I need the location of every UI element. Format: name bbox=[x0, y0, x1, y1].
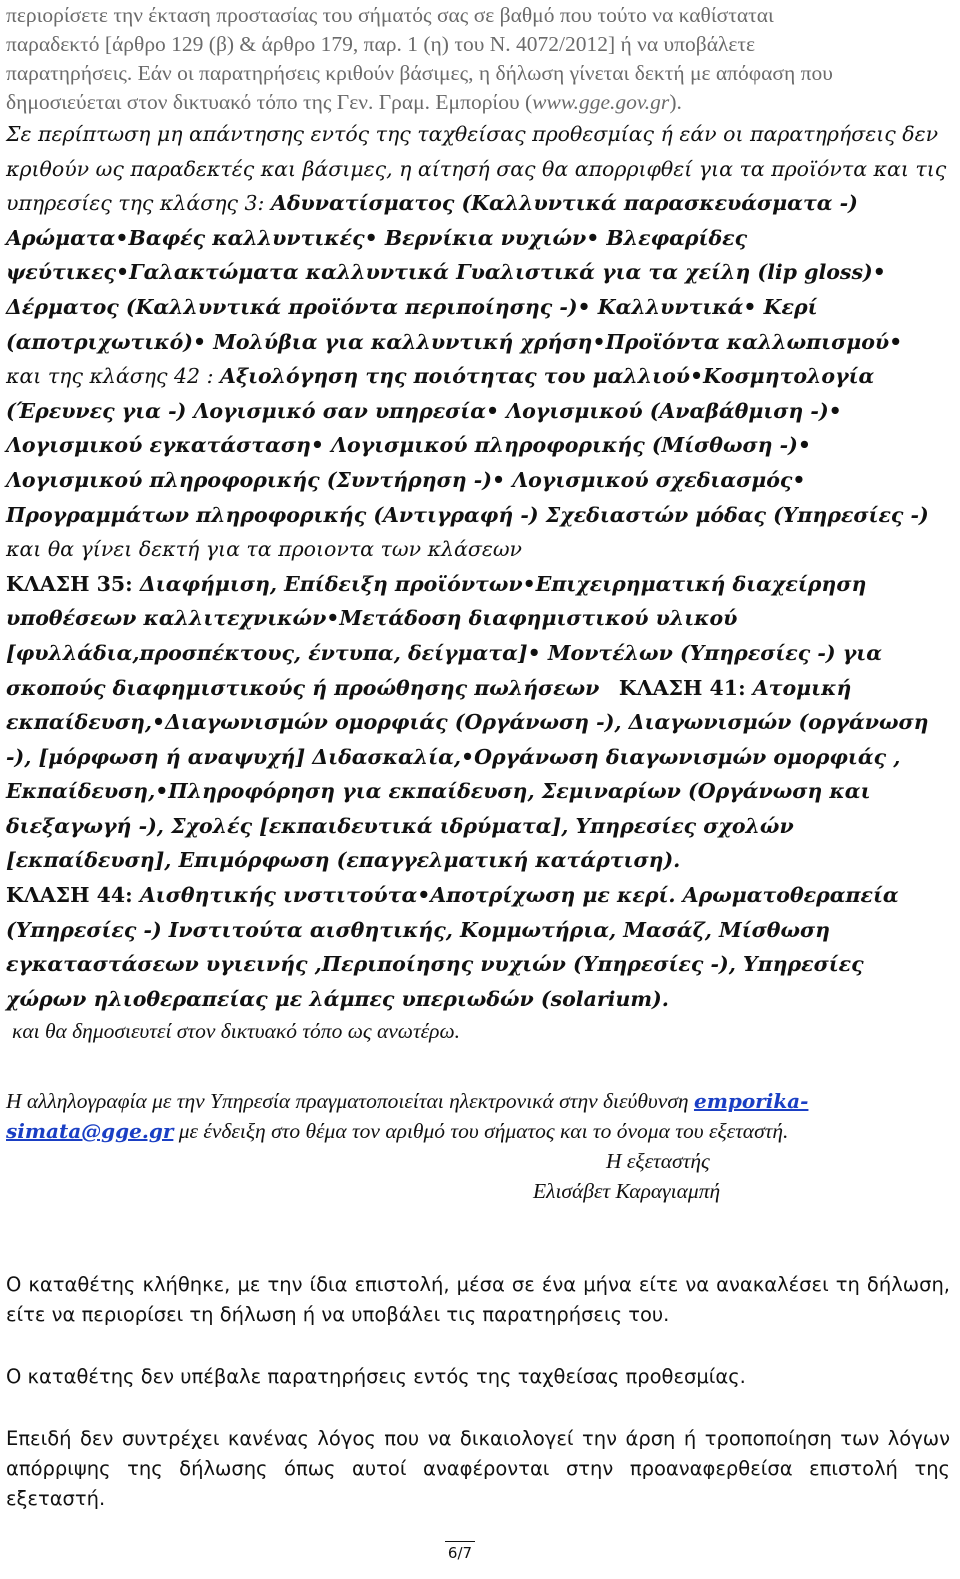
class-35-label: ΚΛΑΣΗ 35: bbox=[6, 571, 140, 596]
class-42-lead: και της κλάσης 42 : bbox=[6, 364, 221, 389]
signature-block bbox=[6, 1146, 950, 1206]
intro-paragraph bbox=[6, 0, 950, 117]
closing-line: και θα δημοσιευτεί στον δικτυακό τόπο ως ανωτέρω. bbox=[12, 1019, 461, 1044]
correspondence-text-end: με ένδειξη στο θέμα τον αριθμό του σήματος και το όνομα του εξεταστή. bbox=[173, 1119, 789, 1144]
examiner-name: Ελισάβετ Καραγιαμπή bbox=[533, 1179, 721, 1204]
intro-line-1: περιορίσετε την έκταση προστασίας του σήματός σας σε βαθμό που τούτο να καθίσταται bbox=[6, 3, 774, 27]
class-42-items: Αξιολόγηση της ποιότητας του μαλλιού•Κοσμητολογία (Έρευνες για -) Λογισμικό σαν υπηρεσία• Λογισμικού (Αναβάθμιση -)• Λογισμικού εγκατάσταση• Λογισμικού πληροφορικής (Μίσθωση -)• Λογισμικού πληροφορικής (Συντήρηση -)• Λογισμικού σχεδιασμός• Προγραμμάτων πληροφορικής (Αντιγραφή -) Σχεδιαστών μόδας (Υπηρεσίες -) bbox=[6, 364, 929, 527]
class-44-items: Αισθητικής ινστιτούτα•Αποτρίχωση με κερί. Αρωματοθεραπεία (Υπηρεσίες -) Ινστιτούτα αισθητικής, Κομμωτήρια, Μασάζ, Μίσθωση εγκαταστάσεων υγιεινής ,Περιποίησης νυχιών (Υπηρεσίες -), Υπηρεσίες χώρων ηλιοθεραπείας με λάμπες υπεριωδών (solarium). bbox=[6, 883, 899, 1011]
page-number: 6/7 bbox=[447, 1544, 473, 1562]
registry-url: www.gge.gov.gr bbox=[532, 90, 670, 114]
class-35-items: Διαφήμιση, Επίδειξη προϊόντων•Επιχειρηματική διαχείρηση υποθέσεων καλλιτεχνικών•Μετάδοση διαφημιστικού υλικού [φυλλάδια,προσπέκτους, έντυπα, δείγματα]• Μοντέλων (Υπηρεσίες -) για σκοπούς διαφημιστικούς ή προώθησης πωλήσεων bbox=[6, 571, 882, 700]
intro-line-4: δημοσιεύεται στον δικτυακό τόπο της Γεν. Γραμ. Εμπορίου ( bbox=[6, 90, 533, 114]
accepted-lead: και θα γίνει δεκτή για τα προιοντα των κλάσεων bbox=[6, 537, 523, 562]
intro-line-2: παραδεκτό [άρθρο 129 (β) & άρθρο 179, παρ. 1 (η) του Ν. 4072/2012] ή να υποβάλετε bbox=[6, 32, 756, 56]
class-41-label: ΚΛΑΣΗ 41: bbox=[618, 675, 753, 700]
document-page bbox=[6, 0, 950, 1514]
intro-line-4-end: ). bbox=[669, 90, 682, 114]
body-paragraph-1: Ο καταθέτης κλήθηκε, με την ίδια επιστολή, μέσα σε ένα μήνα είτε να ανακαλέσει τη δήλωση, είτε να περιορίσει τη δήλωση ή να υποβάλει τις παρατηρήσεις του. bbox=[6, 1273, 950, 1327]
body-paragraph-2: Ο καταθέτης δεν υπέβαλε παρατηρήσεις εντός της ταχθείσας προθεσμίας. bbox=[6, 1365, 746, 1389]
rejection-paragraph bbox=[6, 117, 950, 1016]
correspondence-paragraph bbox=[6, 1086, 950, 1146]
email-link[interactable]: emporika-simata@gge.gr bbox=[6, 1089, 809, 1144]
footer-divider bbox=[445, 1541, 475, 1542]
intro-line-3: παρατηρήσεις. Εάν οι παρατηρήσεις κριθούν βάσιμες, η δήλωση γίνεται δεκτή με απόφαση που bbox=[6, 61, 833, 85]
correspondence-text: Η αλληλογραφία με την Υπηρεσία πραγματοποιείται ηλεκτρονικά στην διεύθυνση bbox=[6, 1089, 694, 1114]
class-41-items: Ατομική εκπαίδευση,•Διαγωνισμών ομορφιάς (Οργάνωση -), Διαγωνισμών (οργάνωση -), [μόρφωση ή αναψυχή] Διδασκαλία,•Οργάνωση διαγωνισμών ομορφιάς , Εκπαίδευση,•Πληροφόρηση για εκπαίδευση, Σεμιναρίων (Οργάνωση και διεξαγωγή -), Σχολές [εκπαιδευτικά ιδρύματα], Υπηρεσίες σχολών [εκπαίδευση], Επιμόρφωση (επαγγελματική κατάρτιση). bbox=[6, 675, 929, 873]
body-paragraph-3: Επειδή δεν συντρέχει κανένας λόγος που να δικαιολογεί την άρση ή τροποποίηση των λόγων απόρριψης της δήλωσης όπως αυτοί αναφέρονται στην προαναφερθείσα επιστολή της εξεταστή. bbox=[6, 1427, 950, 1511]
class-3-items: Αδυνατίσματος (Καλλυντικά παρασκευάσματα -) Αρώματα•Βαφές καλλυντικές• Βερνίκια νυχιών• Βλεφαρίδες ψεύτικες•Γαλακτώματα καλλυντικά Γυαλιστικά για τα χείλη (lip gloss)• Δέρματος (Καλλυντικά προϊόντα περιποίησης -)• Καλλυντικά• Κερί (αποτριχωτικό)• Μολύβια για καλλυντική χρήση•Προϊόντα καλλωπισμού• bbox=[6, 191, 903, 354]
examiner-role: Η εξεταστής bbox=[606, 1149, 710, 1174]
rejection-lead: Σε περίπτωση μη απάντησης εντός της ταχθείσας προθεσμίας ή εάν οι παρατηρήσεις δεν κριθούν ως παραδεκτές και βάσιμες, η αίτησή σας θα απορριφθεί για τα προϊόντα και τις υπηρεσίες της κλάσης 3: bbox=[6, 122, 947, 216]
class-44-label: ΚΛΑΣΗ 44: bbox=[6, 883, 140, 908]
